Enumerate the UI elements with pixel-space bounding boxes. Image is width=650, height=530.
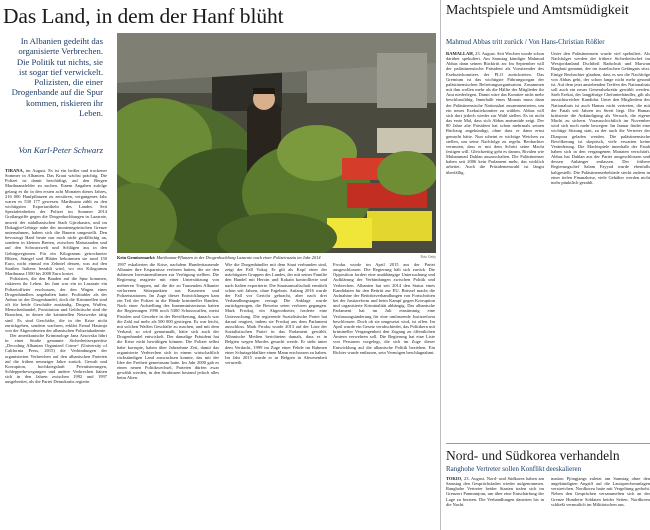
right-stories bbox=[446, 0, 650, 530]
abbas-headline: Machtspiele und Amtsmüdigkeit bbox=[446, 3, 629, 18]
dateline: RAMALLAH, bbox=[446, 51, 474, 56]
market-photo bbox=[117, 33, 436, 253]
left-story bbox=[3, 0, 436, 530]
story-headline: Das Land, in dem der Hanf blüht bbox=[3, 4, 284, 28]
story-column-3 bbox=[225, 262, 327, 530]
caption-lead: Kein Gemüsemarkt: bbox=[117, 255, 156, 260]
paragraph: Frroku wurde im April 2015 aus der Partei ausgeschlossen. Die Regierung hält sich zurück. Die Opposition fordert eine unabhängige Untersuchung und Aufklärung der Verbindungen zwischen Politik und Verbrechen. Albanien hat seit 2014 den Status eines Kandidaten für den Beitritt zur EU. Brüssel macht die Aufnahme der Beitrittsverhandlungen von Fortschritten bei der Justizreform und beim Kampf gegen Korruption und organisierte Kriminalität abhängig. Das albanische Parlament hat im Juli einstimmig eine Verfassungsänderung für eine umfassende Justizreform beschlossen. Doch ob sie umgesetzt wird, ist offen. Im April wurde ein Gesetz verabschiedet, das Politikern mit krimineller Vergangenheit den Zugang zu öffentlichen Ämtern verwehren soll. Die Regierung hat eine Liste von Personen vorgelegt, die sich im Zuge dieser Entwicklung auf die albanische Politik beziehen. Ein Richter wurde entlassen, sein Vermögen beschlagnahmt. bbox=[333, 262, 435, 355]
paragraph: 1997 eskalierten die Krise, nachdem Hunderttausende Albanier ihre Ersparnisse verloren hatten, die sie den dubiosen Investmentfirmen zur Verfügung stellten. Die Regierung reagierte mit einer Unterstützung von mehreren Truppen, auf die die zu Tausenden Albanier verlorenen Stützpunkten aus Kasernen und Polizeistationen. Im Zuge dieser Entwicklungen kam ein Teil der Polizei in die Hände krimineller Banden. Nach einer Aufstellung des Innenministeriums hatten die Regierungen 1996 noch 5300 Schusswaffen, meist Pistolen und Gewehre in der Bevölkerung, danach war die Zahl auf mehr als 500 000 gestiegen. Es war leicht, mit solchen Waffen Geschäfte zu machen, und mit dem Verkauf, so wird gemutmaßt, hätte sich auch der Drogenhandel entwickelt. Der damalige Präsident hat die Krise nicht bewältigen können. Die Polizei selbst habe korrupte, haben über Jahrzehnte Zeit, damit das organisierte Verbrechen sich in einem wirtschaftlich rückständigen Land auswachsen konnte, das mit der Idee der Freiheit gemeinsam hatte. Im Jahr 2000 gab es einen neuen Politikwechsel, Parteien dürfen zwar gewählt werden, in den Strukturen bestand jedoch alles beim Alten. bbox=[117, 262, 219, 381]
abbas-subhead: Mahmud Abbas tritt zurück / Von Hans-Christian Rößler bbox=[446, 38, 605, 46]
caption-text: Marihuana-Pflanzen in der Drogenhochburg Lazarate nach einer Polizeirazzia im Jahr 2014 bbox=[155, 255, 321, 260]
korea-column-1 bbox=[446, 476, 544, 530]
section-divider bbox=[446, 443, 650, 444]
story-column-1 bbox=[5, 168, 107, 530]
paragraph: Der amerikanische Kriminologe Jana Arsovska führt in einer Studie genannte Sicherheitsexpertiise „Decoding Albanian Organized Crime“ (University of California Press, 2015) die Verbindungen der organisierten Verbrechen auf den albanischen Parteien auf die frühen neunziger Jahre zurück. Gewalt und Korruption, hochkriegshaft Privatisierungen, Schlepperbewegungen und andere Verbrechen hätten sich in den Jahren zwischen 1992 und 1997 ausgebreitet, als die Partei Demokratis regierte. bbox=[5, 333, 107, 385]
korea-column-2 bbox=[551, 476, 650, 530]
photo-credit: Foto Getty bbox=[420, 255, 436, 259]
paragraph: Polizisten, die den Bauden auf die Spur kommen, riskieren ihr Leben. Im Juni war ein in Lazarate ein Polizeioffizier erschossen, der den Wagen eines Drogenhändlers angehalten hatte. Profitabler als der Anbau ist der Drogenhandel, doch die Kriminellen sind oft für beide Geschäfte zuständig. Drogen, Waffen, Menschenhandel, Prostitution und Geldwäsche sind die Branchen, in denen die kriminellen Netzwerke tätig sind. Es sind Geschäfte, die in der Krise nicht zurückgehen, sondern wachsen, erklärt Ermal Hasimja von der Abgeordneten der albanischen Polizeiakademie. bbox=[5, 276, 107, 333]
hemp-plants-photo-image bbox=[117, 33, 436, 253]
paragraph: Wie die Drogenhändler mit dem Staat verbunden sind, zeigt der Fall Vukaj. Er gilt als Kopf einer der mächtigsten Gruppen des Landes, der mit seiner Familie den Handel mit Heroin und Kokain kontrollierte und nach Italien exportierte. Die Staatsanwaltschaft ermittelt schon seit Jahren, ohne Ergebnis. Anfang 2016 wurde der Fall vor Gericht gebracht, aber nach drei Verhandlungstagen vertagt. Die Anklage wurde zurückgezogen, die Beweise seien verloren gegangen. Mark Frrokaj, ein Abgeordneter, forderte eine Untersuchung. Die regierende Sozialistische Partei hat darauf reagiert, indem sie Frrokaj aus dem Parlament ausschloss. Mark Frroku wurde 2013 auf der Liste der Sozialistischen Partei in das Parlament gewählt. Albanische Medien berichteten damals, dass er in Belgien wegen Mordes gesucht werde. Er steht unter dem Verdacht, 1999 im Zuge einer Fehde im Rahmen einer Schutzgeldaffäre einen Mann erschossen zu haben. Im Jahr 2015 wurde er in Belgien in Abwesenheit verurteilt. bbox=[225, 262, 327, 365]
story-column-2 bbox=[117, 262, 219, 530]
paragraph: mation Pjöngjangs zuletzt am Samstag ohne den angekündigten Angriff auf die Lautsprecheranlagen verstreichen. Nordkorea hatte mit Vergeltung gedroht. Neben den Gesprächen versammelten sich an der Grenze Hunderte Soldaten beider Seiten. Nordkorea schließt vermutlich im Militärischen aus. bbox=[551, 476, 650, 507]
story-deck: In Albanien gedeiht das organisierte Verbrechen. Die Politik tut nichts, sie ist sogar tief verwickelt. Polizisten, die einer Drogenbande auf die Spur kommen, riskieren ihr Leben. bbox=[11, 36, 103, 119]
dateline: TOKIO, bbox=[446, 476, 463, 481]
column-divider bbox=[440, 0, 441, 530]
paragraph: TOKIO, 23. August. Nord- und Südkorea haben am Samstag den Gesprächsfaden wieder aufgenommen. Ranghohe Vertreter beider Staaten trafen sich im Grenzort Panmunjom, um über eine Entschärfung der Lage zu beraten. Die Verhandlungen dauerten bis in die Nacht. bbox=[446, 476, 544, 507]
korea-subhead: Ranghohe Vertreter sollen Konflikt deeskalieren bbox=[446, 465, 582, 473]
paragraph: TIRANA, im August. Es ist ein heißer und trockener Sommer in Albanien. Das Kraut wächst prächtig. Die Polizei ist damit beschäftigt, auf den Bergen Marihuanafelder zu suchen. Einem Angaben zufolge gelang es ihr in den ersten acht Monaten dieses Jahres, 216 000 Hanfpflanzen zu zerstören, vergangenes Jahr waren es 530 177 gewesen. Marihuana zählt zu den wichtigsten Exportartikeln des Landes. Seit Spezialeinheiten der Polizei im Sommer 2014 Großangriffe gegen die Drogenhochburgen in Lazarate, unweit der südalbanischen Stadt Gjirokastra, und im Dukagjin-Gebirge nahe der montenegrinischen Grenze unternahmen, haben sich die Bauern umgestellt. Den bevorzugt Hanf heute nur noch nicht großflächig an, sondern in kleinen Beeten, zwischen Maisstauden und auf den Schwarzwelt und Schlägen aus in den Gebirgsregionen. Für ein Kilogramm getrockneter Blüten, Stängel und Blätter bekommen sie rund 150 Euro, nicht einmal ein Zehntel dessen, was auf den Straßen Italiens bezahlt wird, wo ein Kilogramm Marihuana 1500 bis 2000 Euro kostet. bbox=[5, 168, 107, 277]
paragraph: RAMALLAH, 23. August. Seit Wochen wurde schon darüber spekuliert. Am Samstag kündigte Mahmud Abbas dann seinen Rücktritt an: Im September will der palästinensische Präsident als Vorsitzender des Exekutivkomitees der PLO zurücktreten. Das Gremium ist das wichtigste Führungsorgan der palästinensischen Befreiungsorganisation. Zusammen mit ihm wollen mehr als die Hälfte der Mitglieder ihr Amt niederlegen. Damit wäre das Komitee nicht mehr beschlussfähig. Innerhalb eines Monats muss dann der Palästinensische Nationalrat zusammentreten, um ein neues Exekutivkomitee zu wählen. Abbas will sich dort jedoch wieder zur Wahl stellen. Es ist nicht das erste Mal, dass sich Abbas amtsmüde zeigt. Der 80 Jahre alte Präsident hat schon mehrmals seinen Rückzug angekündigt, ohne dass er dann ernst gemacht hätte. Nun scheint er wichtige Weichen zu stellen, um seine Nachfolge zu regeln. Beobachter vermuten, dass er mit dem Schritt seine Macht festigen will. Gleichzeitig geht es darum, Rivalen wie Muhammad Dahlan auszuschalten. Die Palästinenser haben seit 2006 kein Parlament mehr, das wirklich arbeitet. Auch die Präsidentenwahl ist längst überfällig. bbox=[446, 51, 544, 175]
abbas-column-2 bbox=[551, 51, 650, 442]
story-column-4 bbox=[333, 262, 435, 530]
story-byline: Von Karl-Peter Schwarz bbox=[18, 145, 103, 155]
abbas-column-1 bbox=[446, 51, 544, 442]
korea-headline: Nord- und Südkorea verhandeln bbox=[446, 448, 620, 463]
dateline: TIRANA, bbox=[5, 168, 24, 173]
photo-caption bbox=[117, 255, 436, 260]
paragraph: Unter den Palästinensern wurde viel spekuliert. Als Nachfolger werden der frühere Sicherheitschef im Westjordanland Dschibril Radschub und Marwan Barghuti genannt, der im israelischen Gefängnis sitzt. Einige Beobachter glauben, dass es um die Nachfolge von Abbas geht, der schon lange nicht mehr gesund ist. Auf dem jetzt anstehenden Treffen des Nationalrats soll auch ein neuer Generalsekretär gewählt werden. Saeb Erekat, der langjährige Chefunterhändler, gilt als aussichtsreicher Kandidat. Unter den Mitgliedern des Nationalrats ist auch Hamas nicht vertreten, die mit der Fatah seit Jahren im Streit liegt. Die Hamas kritisierte die Ankündigung als Versuch, die eigene Macht zu sichern. Vorausschichtlich im November wird sich noch mehr bewegen: Im Januar findet eine wichtige Sitzung statt, zu der auch die Vertreter der Diaspora geladen werden. Die palästinensische Bevölkerung ist skeptisch, viele erwarten keine Veränderung. Die Machtspiele innerhalb der Fatah haben sich in den vergangenen Monaten verschärft. Abbas hat Dahlan aus der Partei ausgeschlossen und dessen Anhänger entlassen. Der frühere Regierungschef Salam Fayyad wurde ebenfalls kaltgestellt. Die Palästinenserbehörde steckt zudem in einer tiefen Finanzkrise, viele Gehälter werden nicht mehr pünktlich gezahlt. bbox=[551, 51, 650, 185]
